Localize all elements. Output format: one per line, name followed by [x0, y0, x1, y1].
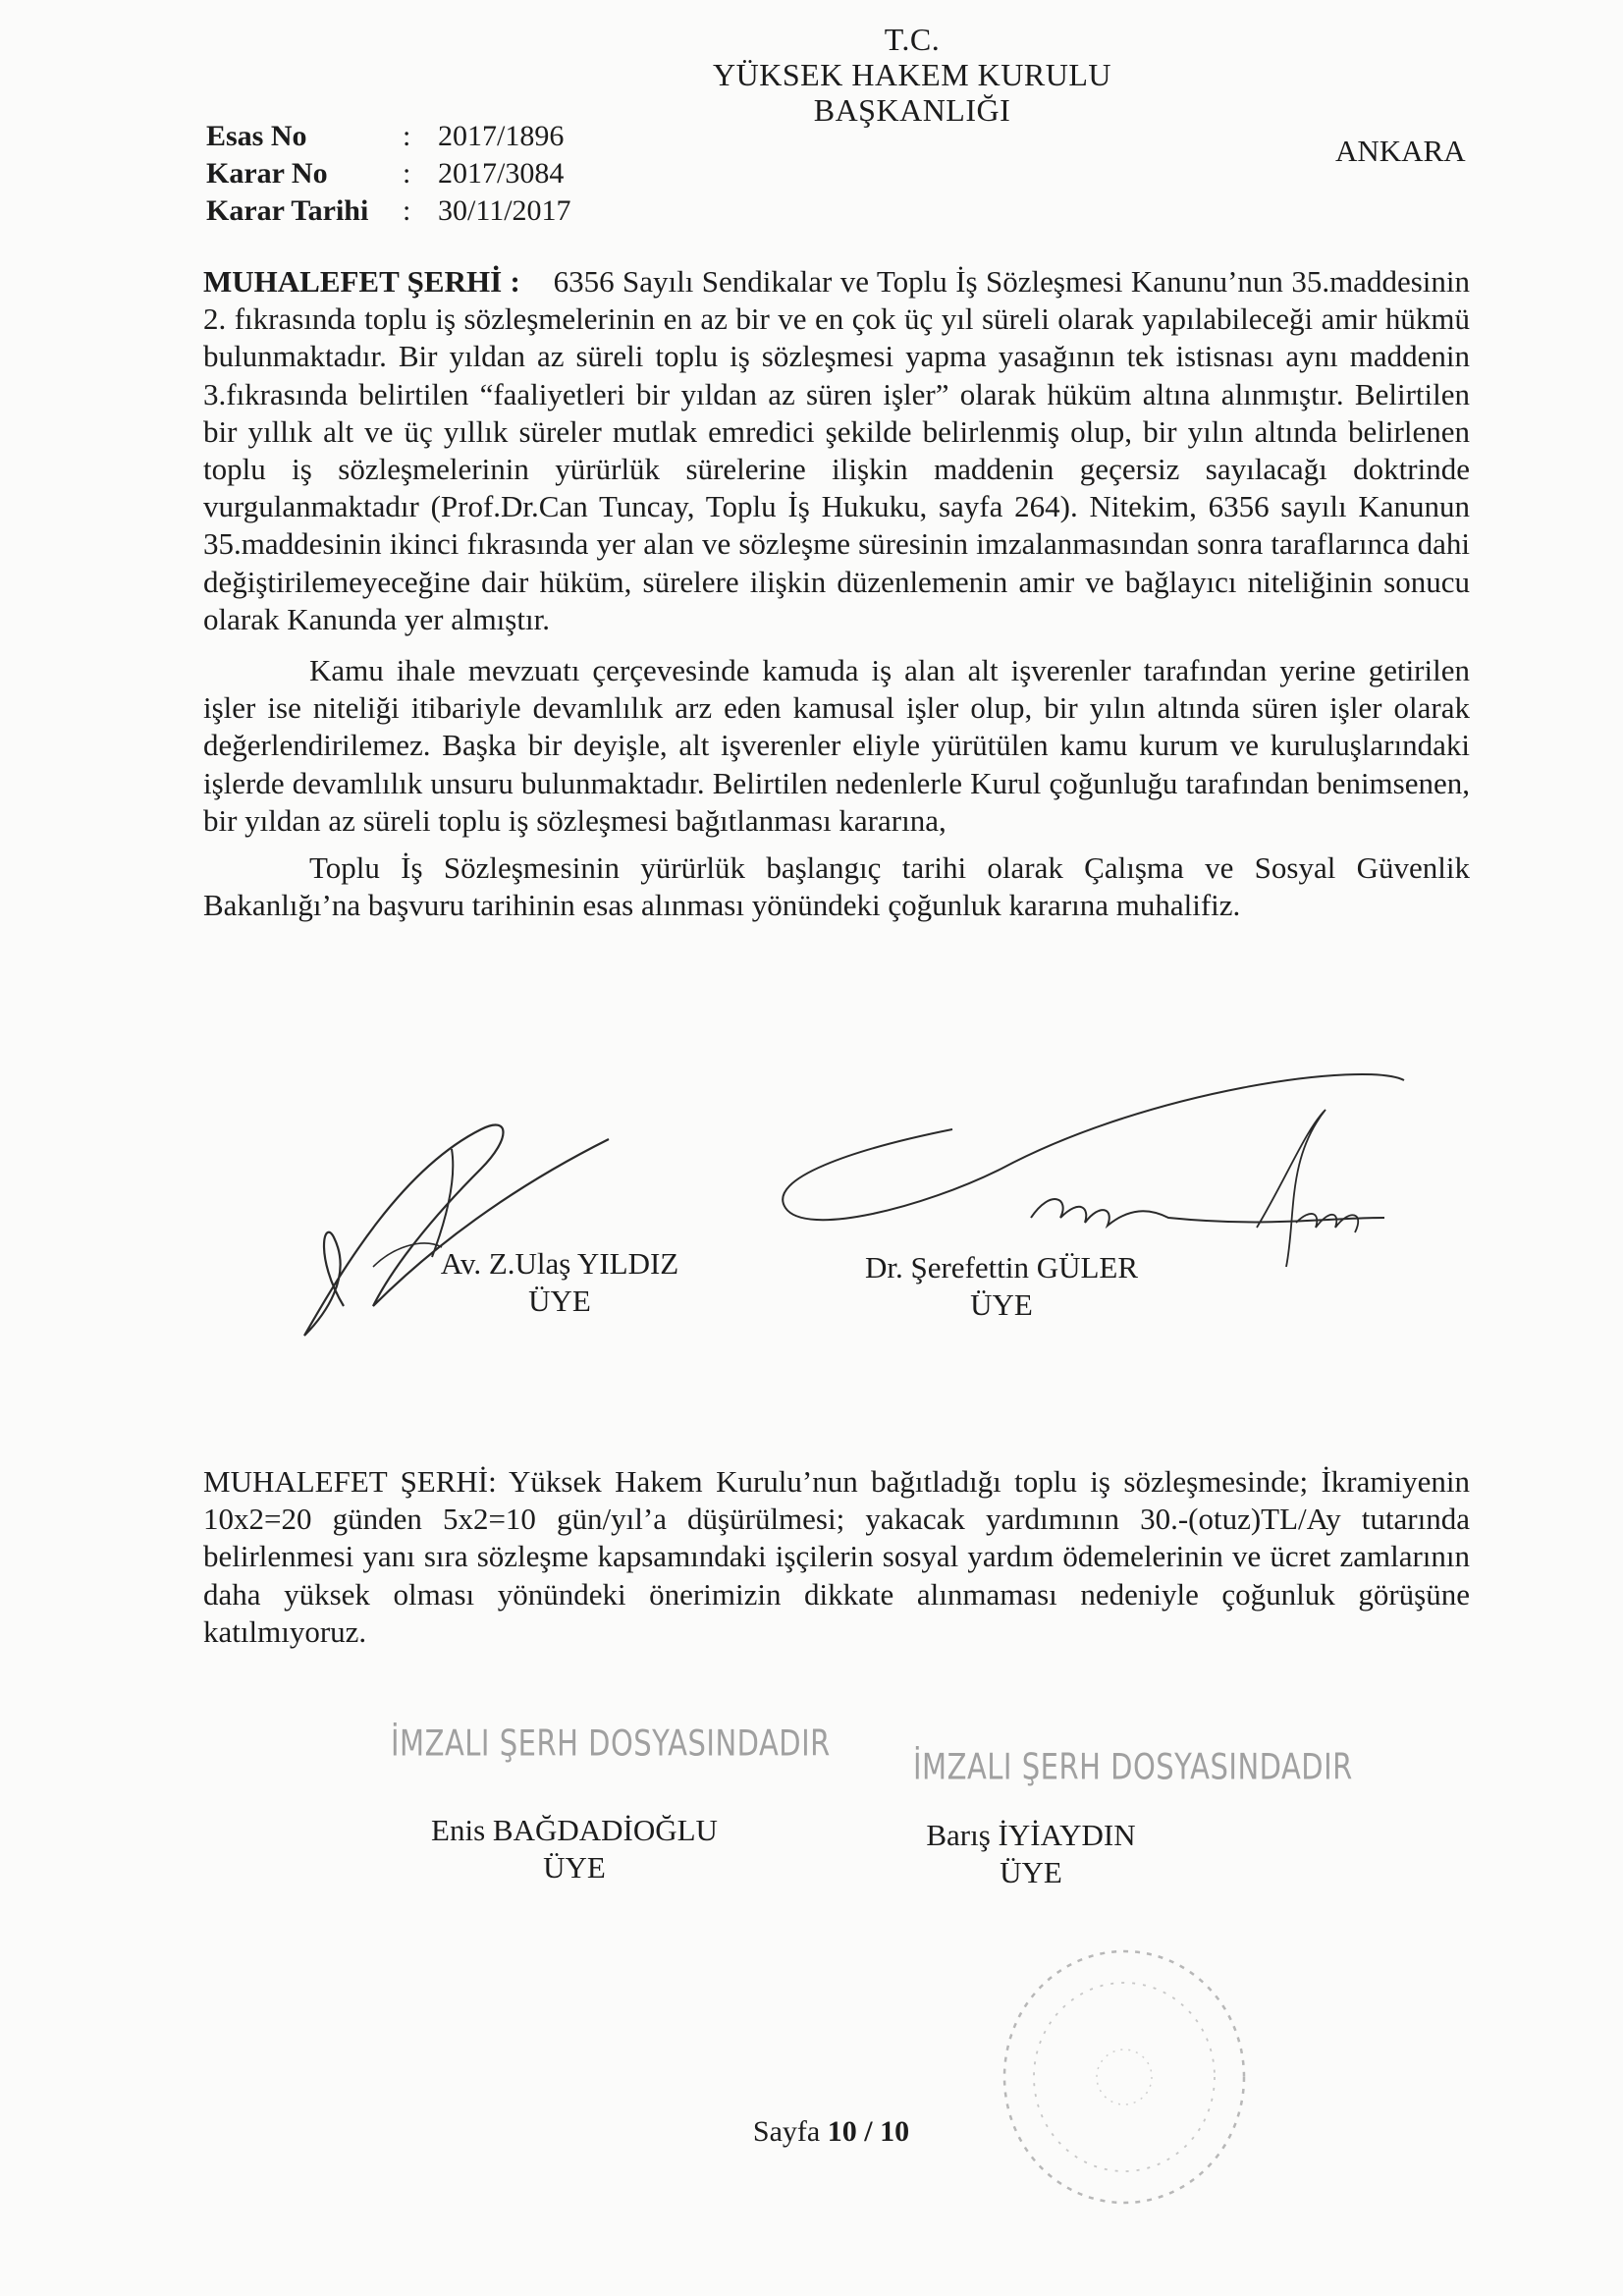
dissent-paragraph-2: Kamu ihale mevzuatı çerçevesinde kamuda iş alan alt işverenler tarafından yerine getirilen işler ise niteliği itibariyle devamlılık arz eden kamusal işler olup, bir yılın altında süren işler olarak değerlendirilemez. Başka bir deyişle, alt işverenler eliyle yürütülen kamu kurum ve kuruluşlarındaki işlerde devamlılık unsuru bulunmaktadır. Belirtilen nedenlerle Kurul çoğunluğu tarafından benimsenen, bir yıldan az süreli toplu iş sözleşmesi bağıtlanması kararına, — [203, 653, 1470, 838]
dissent-paragraph-1 — [203, 263, 1470, 638]
karar-row — [206, 155, 634, 192]
signatory-role: ÜYE — [970, 1287, 1033, 1322]
page-label: Sayfa — [752, 2115, 821, 2148]
signatory-3 — [393, 1812, 756, 1886]
dissent-2-text: MUHALEFET ŞERHİ: Yüksek Hakem Kurulu’nun bağıtladığı toplu iş sözleşmesinde; İkramiyenin 10x2=20 günden 5x2=10 gün/yıl’a düşürülmesi; yakacak yardımının 30.-(otuz)TL/Ay tutarında belirlenmesi yanı sıra sözleşme kapsamındaki işçilerin sosyal yardım ödemelerinin ve ücret zamlarının daha yüksek olması yönündeki önerimizin dikkate alınmaması nedeniyle çoğunluk görüşüne katılmıyoruz. — [203, 1464, 1470, 1649]
signatory-name: Dr. Şerefettin GÜLER — [864, 1250, 1139, 1285]
page-number: 10 / 10 — [827, 2115, 910, 2148]
institution-header — [0, 22, 1623, 128]
dissent-paragraph-1-text: 6356 Sayılı Sendikalar ve Toplu İş Sözleşmesi Kanunu’nun 35.maddesinin 2. fıkrasında toplu iş sözleşmelerinin en az bir ve en çok üç yıl süreli olarak yapılabileceği amir hükmü bulunmaktadır. Bir yıldan az süreli toplu iş sözleşmesi yapma yasağının tek istisnası aynı maddenin 3.fıkrasında belirtilen “faaliyetleri bir yıldan az süren işler” olarak hüküm altına alınmıştır. Belirtilen bir yıllık alt ve üç yıllık süreler mutlak emredici şekilde belirlenmiş olup, bir yılın altında belirlenen toplu iş sözleşmelerinin yürürlük sürelerine ilişkin maddenin geçersiz sayılacağı doktrinde vurgulanmaktadır (Prof.Dr.Can Tuncay, Toplu İş Hukuku, sayfa 264). Nitekim, 6356 sayılı Kanunun 35.maddesinin ikinci fıkrasında yer alan ve sözleşme süresinin imzalanmasından sonra taraflarınca dahi değiştirilemeyeceğine dair hüküm, sürelere ilişkin düzenlemenin amir ve bağlayıcı niteliğinin sonucu olarak Kanunda yer almıştır. — [203, 264, 1470, 636]
signatory-4 — [864, 1817, 1198, 1891]
page-footer — [0, 2115, 1623, 2149]
signed-dissent-stamp: İMZALI ŞERH DOSYASINDADIR — [391, 1722, 831, 1765]
signatory-name: Av. Z.Ulaş YILDIZ — [440, 1246, 679, 1281]
esas-label: Esas No — [206, 120, 307, 152]
karar-label: Karar No — [206, 157, 328, 190]
signatory-name: Enis BAĞDADİOĞLU — [431, 1813, 718, 1847]
colon: : — [403, 157, 411, 190]
dissent-heading: MUHALEFET ŞERHİ : — [203, 264, 520, 299]
official-seal-icon — [992, 1940, 1257, 2214]
city: ANKARA — [1335, 134, 1466, 168]
signatory-name: Barış İYİAYDIN — [926, 1818, 1136, 1852]
tarih-value: 30/11/2017 — [438, 194, 571, 227]
colon: : — [403, 194, 411, 227]
header-presidency: BAŞKANLIĞI — [813, 92, 1011, 128]
tarih-label: Karar Tarihi — [206, 194, 369, 227]
signed-dissent-stamp: İMZALI ŞERH DOSYASINDADIR — [913, 1745, 1353, 1788]
case-metadata — [206, 118, 634, 230]
esas-row — [206, 118, 634, 155]
header-tc: T.C. — [884, 22, 941, 57]
signatory-role: ÜYE — [543, 1850, 606, 1885]
signatory-role: ÜYE — [1000, 1855, 1062, 1889]
dissent-body-2 — [203, 1463, 1470, 1651]
signatory-1 — [393, 1245, 727, 1320]
dissent-body-1 — [203, 263, 1470, 924]
esas-value: 2017/1896 — [438, 120, 565, 152]
dissent-paragraph-3: Toplu İş Sözleşmesinin yürürlük başlangıç tarihi olarak Çalışma ve Sosyal Güvenlik Bakanlığı’na başvuru tarihinin esas alınması yönündeki çoğunluk kararına muhalifiz. — [203, 850, 1470, 923]
tarih-row — [206, 192, 634, 230]
colon: : — [403, 120, 411, 152]
signatory-2 — [835, 1249, 1168, 1324]
karar-value: 2017/3084 — [438, 157, 565, 190]
signatory-role: ÜYE — [528, 1284, 591, 1318]
header-institution: YÜKSEK HAKEM KURULU — [713, 57, 1111, 92]
